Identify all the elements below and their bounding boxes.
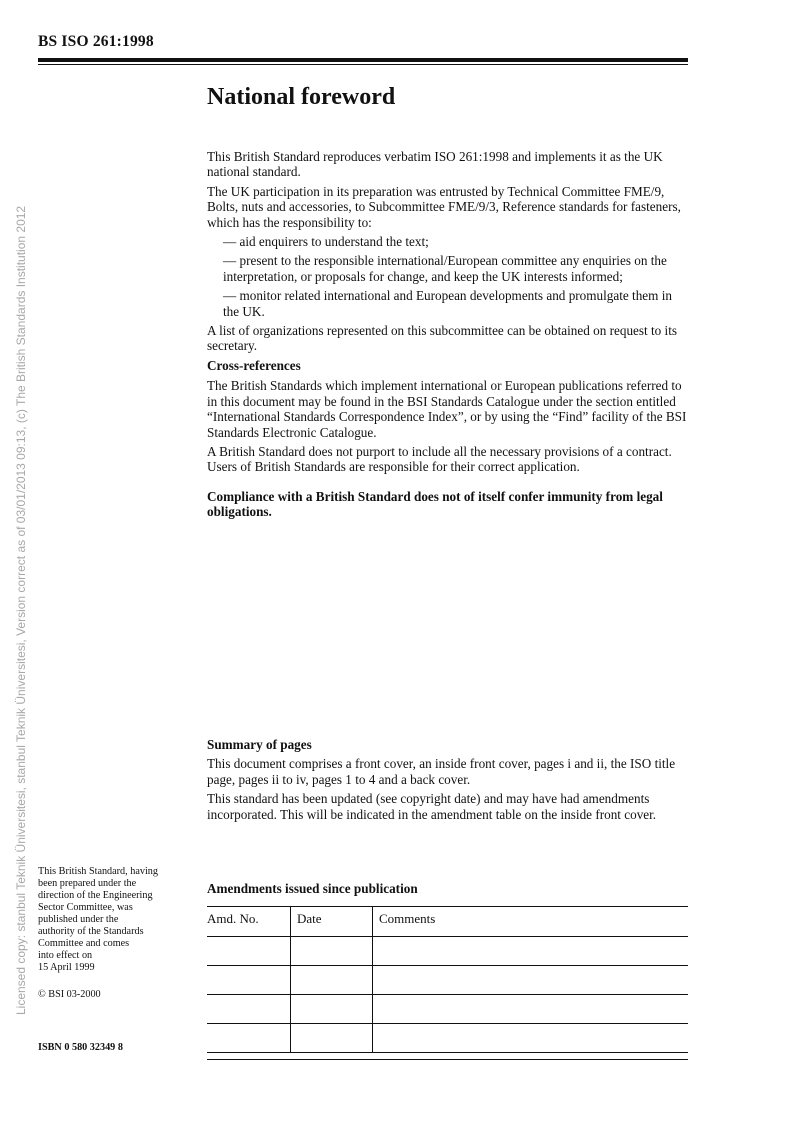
column-header-date: Date [291,907,373,937]
note-line: into effect on [38,950,93,961]
table-cell [373,995,689,1024]
table-cell [207,1024,291,1053]
table-cell [373,937,689,966]
footer-rule [207,1059,688,1060]
paragraph: This British Standard reproduces verbatim ISO 261:1998 and implements it as the UK national standard. [207,149,663,180]
table-cell [207,995,291,1024]
table-cell [207,966,291,995]
table-cell [291,937,373,966]
note-line: Sector Committee, was [38,902,133,913]
paragraph: This document comprises a front cover, an inside front cover, pages i and ii, the ISO title page, pages ii to iv, pages 1 to 4 and a back cover. [207,756,676,787]
page-title: National foreword [207,84,396,110]
note-line: authority of the Standards [38,926,144,937]
paragraph: The UK participation in its preparation was entrusted by Technical Committee FME/9, Bolts, nuts and accessories, to Subcommittee FME/9/3, Reference standards for fasteners, which has the responsibility to: [207,183,681,230]
paragraph: A list of organizations represented on this subcommittee can be obtained on request to its secretary. [207,323,678,354]
table-cell [373,966,689,995]
table-row [207,966,688,995]
paragraph: A British Standard does not purport to include all the necessary provisions of a contract. Users of British Standards are responsible for their correct application. [207,443,672,475]
summary-section [207,737,689,826]
table-cell [373,1024,689,1053]
column-header-amd-no: Amd. No. [207,907,291,937]
amendments-title: Amendments issued since publication [207,881,418,896]
document-id: BS ISO 261:1998 [38,33,154,50]
table-row [207,995,688,1024]
table-cell [207,937,291,966]
list-item: — monitor related international and European developments and promulgate them in the UK. [223,288,672,319]
table-cell [291,966,373,995]
compliance-notice: Compliance with a British Standard does not of itself confer immunity from legal obligations. [207,488,663,520]
note-line: published under the [38,914,119,925]
paragraph: The British Standards which implement international or European publications referred to in this document may be found in the BSI Standards Catalogue under the section entitled “International Standards Correspondence Index”, or by using the “Find” facility of the BSI Standards Electronic Catalogue. [207,378,687,440]
foreword-body [207,149,689,524]
table-row [207,937,688,966]
table-cell [291,1024,373,1053]
header-rule-thick [38,58,688,62]
table-row [207,1024,688,1053]
list-item: — aid enquirers to understand the text; [223,234,429,250]
note-line: been prepared under the [38,878,137,889]
note-line: direction of the Engineering [38,890,153,901]
header-rule-thin [38,64,688,65]
column-header-comments: Comments [373,907,689,937]
section-heading: Cross-references [207,357,301,373]
table-header-row [207,907,688,937]
note-line: Committee and comes [38,938,130,949]
publication-note [38,866,188,974]
license-watermark: Licensed copy: stanbul Teknik Üniversitesi, stanbul Teknik Üniversitesi, Version correct as of 03/01/2013 09:13, (c) The British Standards Institution 2012 [14,205,28,1015]
amendments-table [207,906,688,1053]
isbn: ISBN 0 580 32349 8 [38,1042,123,1053]
paragraph: This standard has been updated (see copyright date) and may have had amendments incorporated. This will be indicated in the amendment table on the inside front cover. [207,791,657,822]
copyright: © BSI 03-2000 [38,989,101,1000]
section-heading: Summary of pages [207,737,312,752]
table-cell [291,995,373,1024]
list-item: — present to the responsible international/European committee any enquiries on the interpretation, or proposals for change, and keep the UK interests informed; [223,253,667,284]
note-line: 15 April 1999 [38,962,95,973]
note-line: This British Standard, having [38,866,158,877]
